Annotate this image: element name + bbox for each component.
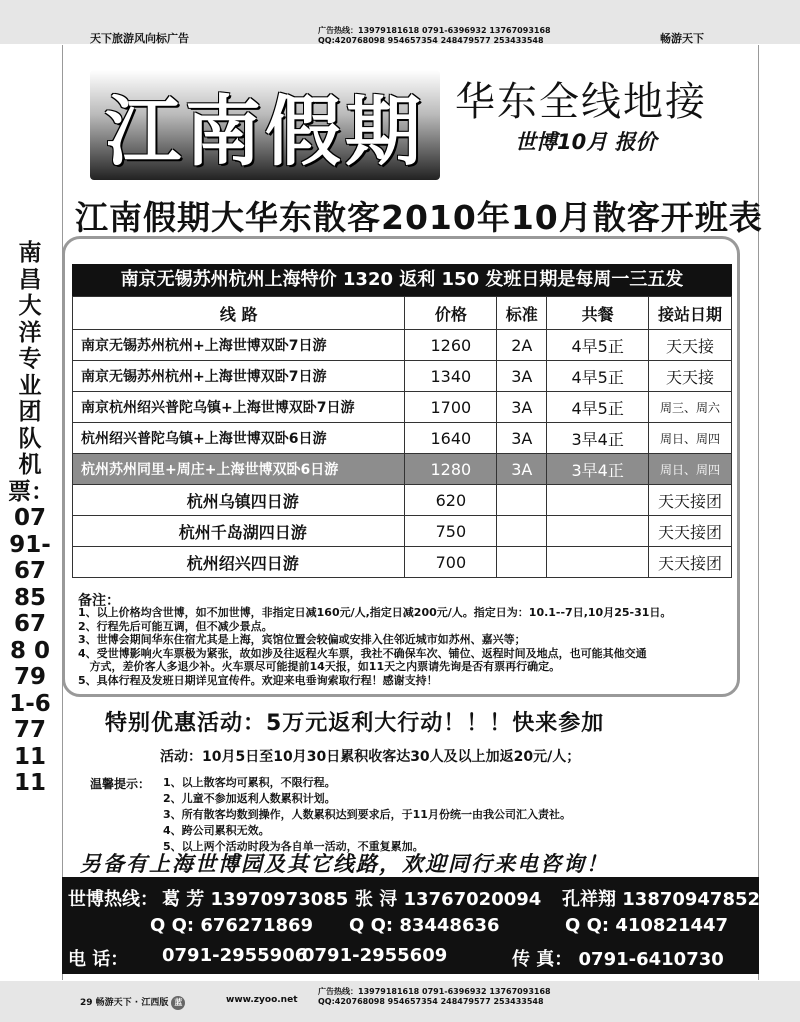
std-cell — [497, 547, 547, 578]
table-row-highlighted — [73, 454, 732, 485]
std-cell: 3A — [497, 454, 547, 485]
meal-cell: 4早5正 — [547, 361, 649, 392]
route-cell: 南京无锡苏州杭州+上海世博双卧7日游 — [73, 361, 405, 392]
meal-cell — [547, 547, 649, 578]
meal-cell: 3早4正 — [547, 423, 649, 454]
table-row — [73, 423, 732, 454]
contact-2: 张 浔 13767020094 — [355, 889, 542, 910]
table-row — [73, 330, 732, 361]
tel-1: 0791-2955906 — [162, 945, 308, 966]
price-cell: 1700 — [405, 392, 497, 423]
tip-item: 1、以上散客均可累积，不限行程。 — [163, 776, 336, 789]
col-price: 价格 — [405, 297, 497, 330]
table-header — [73, 297, 732, 330]
side-ad-text: 南昌大洋专业团队机票：0791-6785678 0791-6771111 — [8, 240, 54, 796]
table-row — [73, 392, 732, 423]
route-cell: 南京杭州绍兴普陀乌镇+上海世博双卧7日游 — [73, 392, 405, 423]
page-title: 江南假期大华东散客2010年10月散客开班表 — [75, 198, 763, 237]
contact-block — [62, 877, 759, 974]
route-cell: 南京无锡苏州杭州+上海世博双卧7日游 — [73, 330, 405, 361]
price-cell: 750 — [405, 516, 497, 547]
price-cell: 1340 — [405, 361, 497, 392]
date-cell: 天天接团 — [649, 485, 732, 516]
tel-label: 电 话： — [68, 949, 129, 970]
meal-cell — [547, 516, 649, 547]
route-cell: 杭州千岛湖四日游 — [73, 516, 405, 547]
price-cell: 620 — [405, 485, 497, 516]
meal-cell: 4早5正 — [547, 330, 649, 361]
date-cell: 天天接 — [649, 361, 732, 392]
meal-cell — [547, 485, 649, 516]
tip-item: 4、跨公司累积无效。 — [163, 824, 270, 837]
date-cell: 天天接 — [649, 330, 732, 361]
note-item: 2、行程先后可能互调，但不减少景点。 — [78, 619, 273, 633]
date-cell: 天天接团 — [649, 547, 732, 578]
header-qq: QQ:420768098 954657354 248479577 253433548 — [318, 36, 544, 45]
contact-3: 孔祥翔 13870947852 — [562, 889, 761, 910]
closing-line: 另备有上海世博园及其它线路，欢迎同行来电咨询！ — [80, 851, 609, 876]
date-cell: 周三、周六 — [649, 392, 732, 423]
header-hotline: 广告热线：13979181618 0791-6396932 13767093168 — [318, 26, 551, 35]
col-route: 线 路 — [73, 297, 405, 330]
footer-qq: QQ:420768098 954657354 248479577 253433548 — [318, 997, 544, 1006]
std-cell — [497, 485, 547, 516]
meal-cell: 3早4正 — [547, 454, 649, 485]
footer-bar — [0, 981, 800, 1022]
qq-2: Q Q: 83448636 — [349, 915, 500, 936]
route-cell: 杭州乌镇四日游 — [73, 485, 405, 516]
top-bar — [0, 0, 800, 44]
col-std: 标准 — [497, 297, 547, 330]
price-cell: 1280 — [405, 454, 497, 485]
tips-title: 温馨提示： — [90, 777, 151, 791]
logo-subtitle: 华东全线地接 — [455, 79, 707, 125]
std-cell: 3A — [497, 423, 547, 454]
meal-cell: 4早5正 — [547, 392, 649, 423]
price-cell: 1640 — [405, 423, 497, 454]
header-right: 畅游天下 — [660, 32, 704, 45]
route-table — [72, 296, 732, 578]
notes-list — [78, 606, 738, 687]
footer-page-text: 29 畅游天下 · 江西版 — [80, 998, 169, 1008]
footer-url[interactable]: www.zyoo.net — [226, 995, 298, 1005]
col-date: 接站日期 — [649, 297, 732, 330]
table-row — [73, 547, 732, 578]
activity-line: 活动：10月5日至10月30日累积收客达30人及以上加返20元/人； — [160, 749, 581, 765]
note-item: 4、受世博影响火车票极为紧张，故如涉及往返程火车票，我社不确保车次、铺位、返程时间及地点，也可能其他交通 — [78, 646, 647, 660]
expo-price-label: 世博10月 报价 — [515, 130, 657, 154]
footer-hotline: 广告热线：13979181618 0791-6396932 13767093168 — [318, 987, 551, 996]
tip-item: 2、儿童不参加返利人数累积计划。 — [163, 792, 336, 805]
tips-list — [163, 775, 571, 855]
note-item: 1、以上价格均含世博，如不加世博，非指定日减160元/人,指定日减200元/人。指定日为：10.1--7日,10月25-31日。 — [78, 606, 672, 619]
hotline-label: 世博热线： — [68, 889, 158, 910]
note-item: 3、世博会期间华东住宿尤其是上海，宾馆位置会较偏或安排入住邻近城市如苏州、嘉兴等； — [78, 633, 526, 646]
price-cell: 1260 — [405, 330, 497, 361]
fax: 传 真： 0791-6410730 — [512, 949, 724, 970]
tip-item: 3、所有散客均数到操作，人数累积达到要求后，于11月份统一由我公司汇入责社。 — [163, 808, 571, 821]
table-row — [73, 485, 732, 516]
std-cell: 2A — [497, 330, 547, 361]
date-cell: 周日、周四 — [649, 423, 732, 454]
note-item: 5、具体行程及发班日期详见宣传件。欢迎来电垂询索取行程！感谢支持！ — [78, 673, 438, 687]
std-cell: 3A — [497, 361, 547, 392]
note-item: 方式，差价客人多退少补。火车票尽可能提前14天报，如11天之内票请先询是否有票再行确定。 — [78, 660, 561, 673]
table-row — [73, 516, 732, 547]
header-left: 天下旅游风向标广告 — [90, 32, 189, 45]
qq-3: Q Q: 410821447 — [565, 915, 729, 936]
tip-item: 5、以上两个活动时段为各自单一活动，不重复累加。 — [163, 840, 424, 853]
route-cell: 杭州苏州同里+周庄+上海世博双卧6日游 — [73, 454, 405, 485]
qq-1: Q Q: 676271869 — [150, 915, 314, 936]
route-cell: 杭州绍兴普陀乌镇+上海世博双卧6日游 — [73, 423, 405, 454]
date-cell: 周日、周四 — [649, 454, 732, 485]
price-cell: 700 — [405, 547, 497, 578]
col-meal: 共餐 — [547, 297, 649, 330]
std-cell — [497, 516, 547, 547]
notes-title: 备注： — [78, 593, 120, 609]
special-banner: 南京无锡苏州杭州上海特价 1320 返利 150 发班日期是每周一三五发 — [72, 264, 732, 296]
date-cell: 天天接团 — [649, 516, 732, 547]
footer-page — [80, 995, 185, 1010]
edition-badge: 蓝 — [171, 996, 185, 1010]
logo: 江南假期 — [90, 70, 440, 180]
contact-1: 葛 芳 13970973085 — [162, 889, 349, 910]
promo-heading: 特别优惠活动：5万元返利大行动！！！快来参加 — [105, 711, 605, 736]
table-row — [73, 361, 732, 392]
tel-2: 0791-2955609 — [302, 945, 448, 966]
route-cell: 杭州绍兴四日游 — [73, 547, 405, 578]
std-cell: 3A — [497, 392, 547, 423]
